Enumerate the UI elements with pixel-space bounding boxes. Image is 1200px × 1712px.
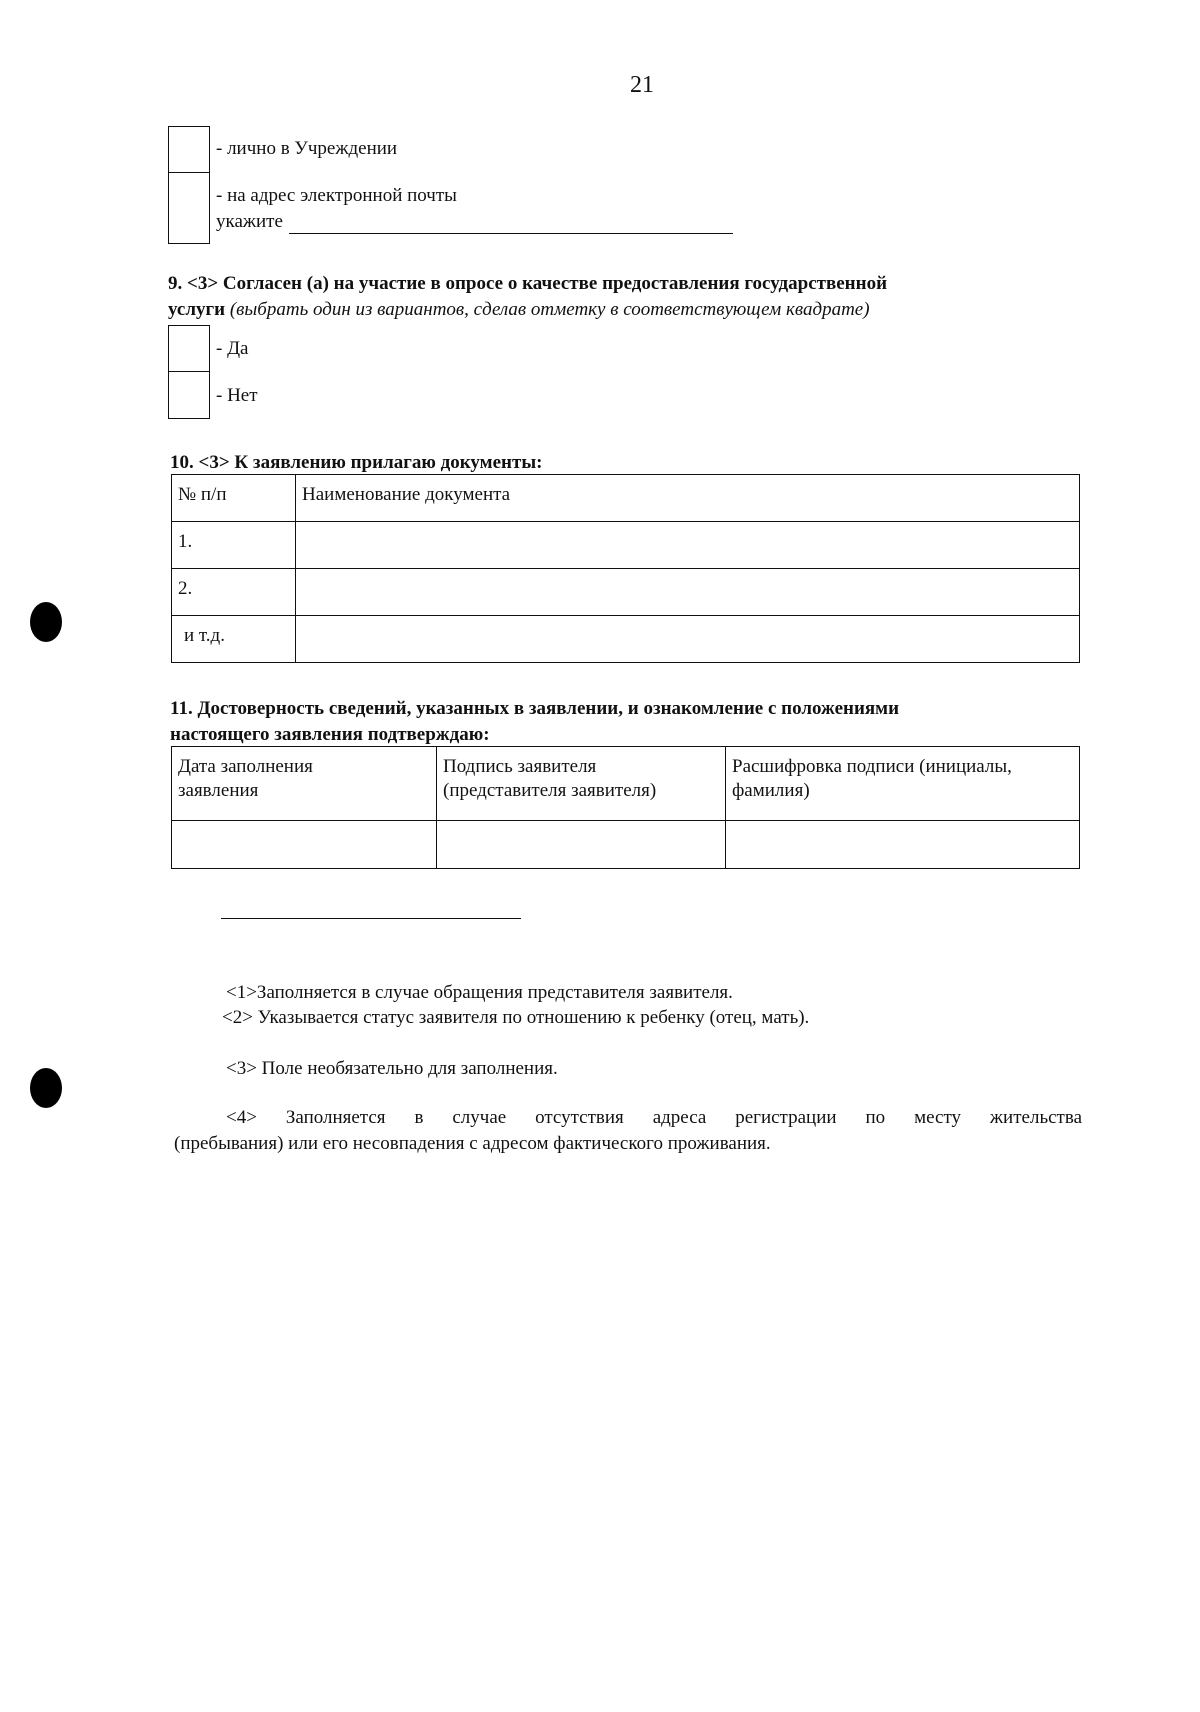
footnote-separator [221, 918, 521, 919]
footnote-4-line1: <4> Заполняется в случае отсутствия адреса регистрации по месту жительства [226, 1107, 1082, 1128]
email-input-line[interactable] [289, 213, 733, 234]
table-row [172, 522, 1080, 569]
punch-hole-top [30, 602, 62, 642]
option-no-label: - Нет [216, 385, 258, 406]
section9-title-line2 [168, 298, 870, 322]
row-number: 1. [172, 522, 296, 569]
footnote-3: <3> Поле необязательно для заполнения. [226, 1058, 558, 1079]
document-name-cell[interactable] [296, 569, 1080, 616]
delivery-checkbox-column [168, 126, 210, 244]
signature-header-row [172, 747, 1080, 821]
row-number: 2. [172, 569, 296, 616]
punch-hole-bottom [30, 1068, 62, 1108]
footnote-1: <1>Заполняется в случае обращения представителя заявителя. [226, 982, 733, 1003]
section9-ref: <3> [187, 273, 219, 294]
checkbox-yes[interactable] [169, 326, 209, 372]
page-number: 21 [630, 72, 654, 98]
section11-title-line2: настоящего заявления подтверждаю: [170, 724, 490, 745]
signature-input-row [172, 821, 1080, 869]
specify-label: укажите [216, 211, 283, 232]
section9-title-cont: услуги [168, 299, 226, 320]
header-signature: Подпись заявителя (представителя заявителя) [437, 747, 726, 821]
document-name-cell[interactable] [296, 522, 1080, 569]
section9-title: Согласен (а) на участие в опросе о качестве предоставления государственной [222, 273, 888, 294]
section10-title: 10. <3> К заявлению прилагаю документы: [170, 452, 543, 473]
header-date: Дата заполнения заявления [172, 747, 437, 821]
section11-title-line1: 11. Достоверность сведений, указанных в заявлении, и ознакомление с положениями [170, 698, 900, 719]
header-signature-transcript: Расшифровка подписи (инициалы, фамилия) [726, 747, 1080, 821]
signature-transcript-field[interactable] [726, 821, 1080, 869]
email-specify-row [216, 210, 733, 234]
table-header-row [172, 475, 1080, 522]
header-document-name: Наименование документа [296, 475, 1080, 522]
documents-table [171, 474, 1080, 663]
row-number: и т.д. [172, 616, 296, 663]
footnote-2: <2> Указывается статус заявителя по отношению к ребенку (отец, мать). [222, 1007, 810, 1028]
survey-checkbox-column [168, 325, 210, 419]
table-row [172, 616, 1080, 663]
section9-hint: (выбрать один из вариантов, сделав отметку в соответствующем квадрате) [229, 299, 870, 320]
option-personal-label: - лично в Учреждении [216, 138, 398, 159]
checkbox-no[interactable] [169, 372, 209, 418]
checkbox-email[interactable] [169, 173, 209, 243]
section9-title-line1 [168, 272, 887, 296]
option-yes-label: - Да [216, 338, 249, 359]
document-name-cell[interactable] [296, 616, 1080, 663]
footnote-4-line2: (пребывания) или его несовпадения с адресом фактического проживания. [174, 1133, 771, 1154]
header-number: № п/п [172, 475, 296, 522]
table-row [172, 569, 1080, 616]
option-email-label: - на адрес электронной почты [216, 185, 457, 206]
signature-field[interactable] [437, 821, 726, 869]
signature-table [171, 746, 1080, 869]
checkbox-personal[interactable] [169, 127, 209, 173]
section9-number: 9. [168, 273, 183, 294]
date-field[interactable] [172, 821, 437, 869]
